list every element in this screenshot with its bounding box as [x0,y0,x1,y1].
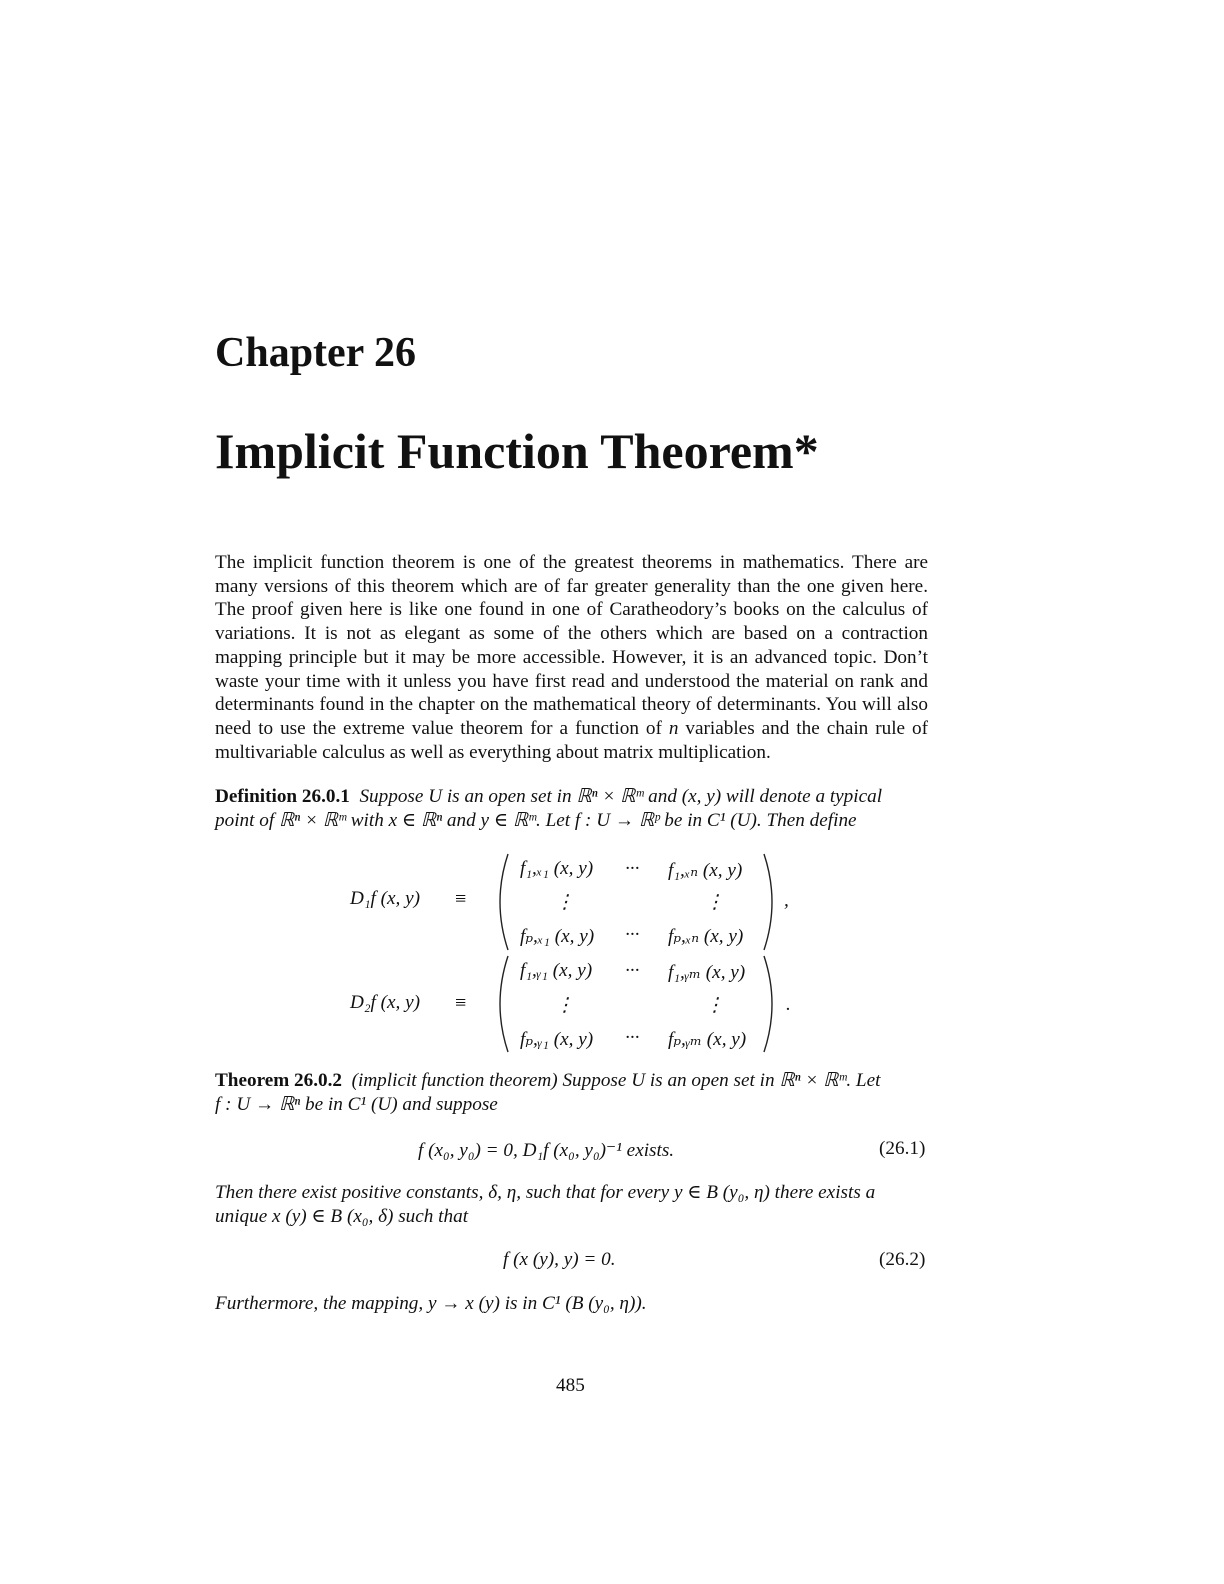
d1-cell-1n: f₁,ₓₙ (x, y) [668,860,743,881]
d1-cell-pn: fₚ,ₓₙ (x, y) [668,926,744,947]
d1-cell-11: f₁,ₓ₁ (x, y) [520,858,594,879]
d2-vdots-left: ⋮ [555,995,575,1016]
equation-26-1-number: (26.1) [879,1138,926,1159]
d2-cell-11: f₁,ᵧ₁ (x, y) [520,960,593,981]
intro-text-2: variables and the chain rule of multivariable calculus as well as everything about matrix multiplication. [215,717,929,763]
theorem-line-5: Furthermore, the mapping, y → x (y) is in C¹ (B (y₀, η)). [215,1293,647,1314]
intro-text-1: The implicit function theorem is one of the greatest theorems in mathematics. There are many versions of this theorem which are of far greater generality than the one given here. The proof given here is like one found in one of Caratheodory’s books on the calculus of variations. It is not as elegant as some of the others which are based on a contraction mapping principle but it may be more accessible. However, it is an advanced topic. Don’t waste your time with it unless you have first read and understood the material on rank and determinants found in the chapter on the mathematical theory of determinants. You will also need to use the extreme value theorem for a function of [215,552,928,739]
definition-label: Definition 26.0.1 [215,786,350,807]
intro-var-n: n [668,717,679,739]
d2-cell-1m: f₁,ᵧₘ (x, y) [668,962,746,983]
d2-vdots-right: ⋮ [705,995,725,1016]
theorem-line-4: unique x (y) ∈ B (x₀, δ) such that [215,1205,469,1227]
d2-lhs: D₂f (x, y) [350,992,421,1013]
intro-paragraph [215,551,928,764]
theorem-block [215,1069,928,1116]
d1-lhs: D₁f (x, y) [350,888,421,909]
d1-vdots-right: ⋮ [705,892,725,913]
theorem-label: Theorem 26.0.2 [215,1070,343,1091]
definition-line-2: point of ℝⁿ × ℝᵐ with x ∈ ℝⁿ and y ∈ ℝᵐ. Let f : U → ℝᵖ be in C¹ (U). Then define [215,809,857,831]
theorem-line-1: (implicit function theorem) Suppose U is an open set in ℝⁿ × ℝᵐ. Let [351,1070,881,1091]
chapter-title: Implicit Function Theorem* [215,423,819,479]
theorem-line-3: Then there exist positive constants, δ, η, such that for every y ∈ B (y₀, η) there exists a [215,1182,876,1203]
theorem-line-2: f : U → ℝⁿ be in C¹ (U) and suppose [215,1093,498,1115]
d1-cell-p1: fₚ,ₓ₁ (x, y) [520,926,595,947]
d1-hdots-bottom: ··· [625,924,640,945]
d1-vdots-left: ⋮ [555,892,575,913]
equation-26-1: f (x₀, y₀) = 0, D₁f (x₀, y₀)⁻¹ exists. [418,1140,675,1161]
page-number: 485 [556,1375,585,1396]
d2-cell-p1: fₚ,ᵧ₁ (x, y) [520,1029,594,1050]
d2-equiv: ≡ [455,992,467,1014]
definition-line-1: Suppose U is an open set in ℝⁿ × ℝᵐ and (x, y) will denote a typical [359,786,883,807]
equation-26-2-number: (26.2) [879,1249,926,1270]
d1-equiv: ≡ [455,888,467,910]
d1-hdots-top: ··· [625,858,640,879]
chapter-label: Chapter 26 [215,330,417,376]
d2-trail: . [786,994,791,1015]
theorem-conclusion [215,1181,928,1228]
d2-hdots-top: ··· [625,960,640,981]
d2-hdots-bottom: ··· [625,1027,640,1048]
d1-trail: , [784,890,789,911]
equation-26-2: f (x (y), y) = 0. [503,1249,616,1270]
d2-cell-pm: fₚ,ᵧₘ (x, y) [668,1029,747,1050]
definition-block [215,785,928,832]
